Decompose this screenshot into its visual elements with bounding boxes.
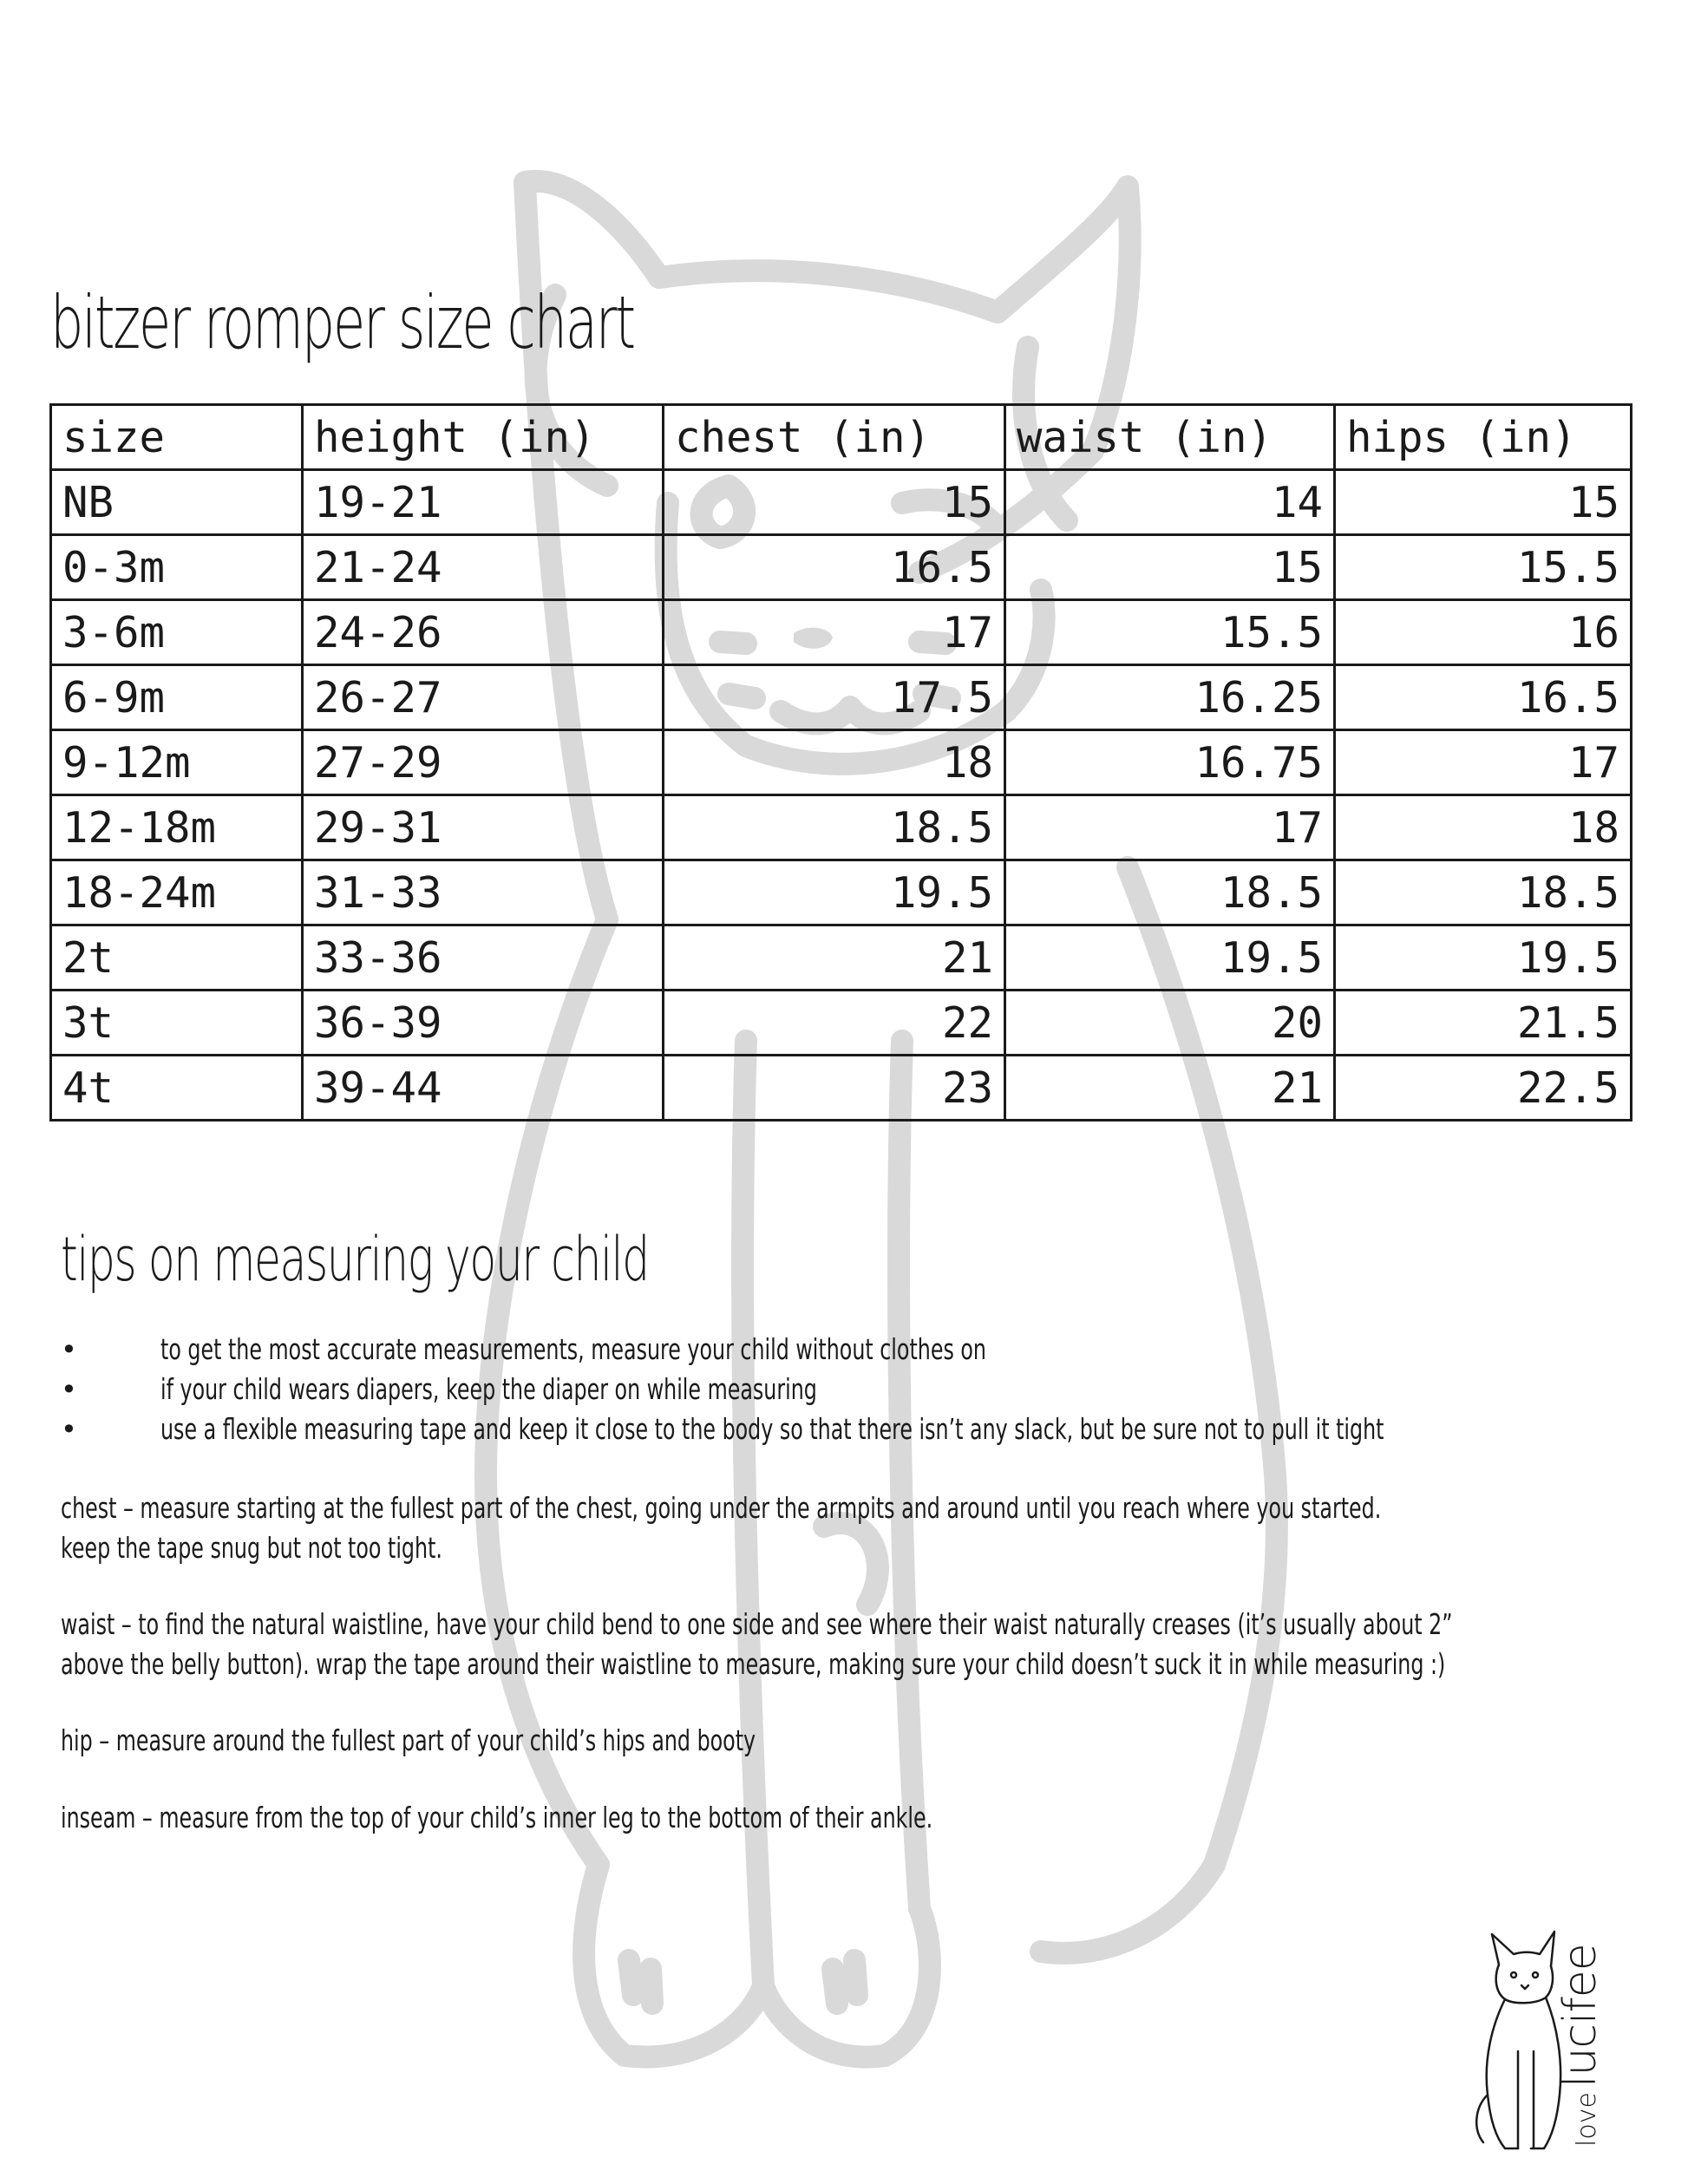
cell-height: 39-44 <box>303 1056 664 1121</box>
brand-love: love <box>1572 2092 1602 2147</box>
cell-size: 3-6m <box>51 600 303 665</box>
cell-size: 2t <box>51 925 303 991</box>
cell-hips: 18 <box>1335 795 1632 860</box>
bullet-icon: • <box>61 1413 77 1446</box>
chest-instruction-line: keep the tape snug but not too tight. <box>61 1531 442 1565</box>
table-header-row <box>51 405 1632 470</box>
cell-waist: 14 <box>1005 470 1335 535</box>
cell-height: 33-36 <box>303 925 664 991</box>
bullet-icon: • <box>61 1333 77 1366</box>
tip-text: to get the most accurate measurements, measure your child without clothes on <box>160 1332 986 1366</box>
cell-height: 36-39 <box>303 991 664 1056</box>
cell-waist: 16.75 <box>1005 730 1335 795</box>
table-row <box>51 860 1632 925</box>
inseam-instruction-line: inseam – measure from the top of your child’s inner leg to the bottom of their ankle. <box>61 1801 933 1834</box>
cell-size: NB <box>51 470 303 535</box>
inseam-instruction <box>61 1798 1272 1838</box>
header-size: size <box>51 405 303 470</box>
cell-waist: 15.5 <box>1005 600 1335 665</box>
cell-chest: 15 <box>664 470 1005 535</box>
cell-size: 4t <box>51 1056 303 1121</box>
bullet-icon: • <box>61 1373 77 1406</box>
chest-instruction-line: chest – measure starting at the fullest part of the chest, going under the armpits and around until you reach where you started. <box>61 1491 1382 1525</box>
cell-hips: 19.5 <box>1335 925 1632 991</box>
table-row <box>51 470 1632 535</box>
cell-size: 3t <box>51 991 303 1056</box>
cell-waist: 19.5 <box>1005 925 1335 991</box>
waist-instruction <box>61 1605 1688 1684</box>
cell-height: 26-27 <box>303 665 664 730</box>
cell-height: 31-33 <box>303 860 664 925</box>
cell-hips: 17 <box>1335 730 1632 795</box>
cell-height: 29-31 <box>303 795 664 860</box>
cell-chest: 18.5 <box>664 795 1005 860</box>
table-row <box>51 991 1632 1056</box>
page-title: bitzer romper size chart <box>50 280 634 365</box>
cell-chest: 22 <box>664 991 1005 1056</box>
cell-hips: 18.5 <box>1335 860 1632 925</box>
table-row <box>51 600 1632 665</box>
waist-instruction-line: above the belly button). wrap the tape around their waistline to measure, making sure your child doesn’t suck it in while measuring :) <box>61 1647 1446 1681</box>
tip-text: if your child wears diapers, keep the diaper on while measuring <box>160 1372 817 1406</box>
cell-size: 0-3m <box>51 535 303 600</box>
header-waist: waist (in) <box>1005 405 1335 470</box>
cell-waist: 15 <box>1005 535 1335 600</box>
cell-chest: 17.5 <box>664 665 1005 730</box>
table-row <box>51 1056 1632 1121</box>
cell-waist: 20 <box>1005 991 1335 1056</box>
cell-size: 18-24m <box>51 860 303 925</box>
cell-height: 27-29 <box>303 730 664 795</box>
table-row <box>51 925 1632 991</box>
brand-name: lucifee <box>1554 1944 1606 2088</box>
cell-hips: 21.5 <box>1335 991 1632 1056</box>
waist-instruction-line: waist – to find the natural waistline, have your child bend to one side and see where their waist naturally creases (it’s usually about 2” <box>61 1607 1453 1641</box>
cell-chest: 18 <box>664 730 1005 795</box>
cell-chest: 21 <box>664 925 1005 991</box>
cell-hips: 15 <box>1335 470 1632 535</box>
tip-text: use a flexible measuring tape and keep it close to the body so that there isn’t any slack, but be sure not to pull it tight <box>160 1412 1384 1446</box>
table-row <box>51 665 1632 730</box>
table-row <box>51 535 1632 600</box>
table-row <box>51 730 1632 795</box>
cell-height: 24-26 <box>303 600 664 665</box>
hip-instruction-line: hip – measure around the fullest part of your child’s hips and booty <box>61 1723 756 1757</box>
chest-instruction <box>61 1488 1688 1568</box>
header-chest: chest (in) <box>664 405 1005 470</box>
cell-chest: 16.5 <box>664 535 1005 600</box>
size-chart-table <box>49 403 1632 1121</box>
brand-logo-text <box>1554 1944 1606 2147</box>
cell-height: 19-21 <box>303 470 664 535</box>
cell-size: 6-9m <box>51 665 303 730</box>
cell-waist: 17 <box>1005 795 1335 860</box>
tips-heading: tips on measuring your child <box>61 1224 649 1295</box>
cell-chest: 17 <box>664 600 1005 665</box>
cell-hips: 16.5 <box>1335 665 1632 730</box>
header-height: height (in) <box>303 405 664 470</box>
cell-waist: 21 <box>1005 1056 1335 1121</box>
cell-chest: 23 <box>664 1056 1005 1121</box>
cell-hips: 16 <box>1335 600 1632 665</box>
cell-height: 21-24 <box>303 535 664 600</box>
cell-hips: 22.5 <box>1335 1056 1632 1121</box>
table-row <box>51 795 1632 860</box>
cell-size: 12-18m <box>51 795 303 860</box>
cell-waist: 18.5 <box>1005 860 1335 925</box>
cell-size: 9-12m <box>51 730 303 795</box>
cell-hips: 15.5 <box>1335 535 1632 600</box>
cell-chest: 19.5 <box>664 860 1005 925</box>
hip-instruction <box>61 1721 1026 1761</box>
header-hips: hips (in) <box>1335 405 1632 470</box>
cell-waist: 16.25 <box>1005 665 1335 730</box>
